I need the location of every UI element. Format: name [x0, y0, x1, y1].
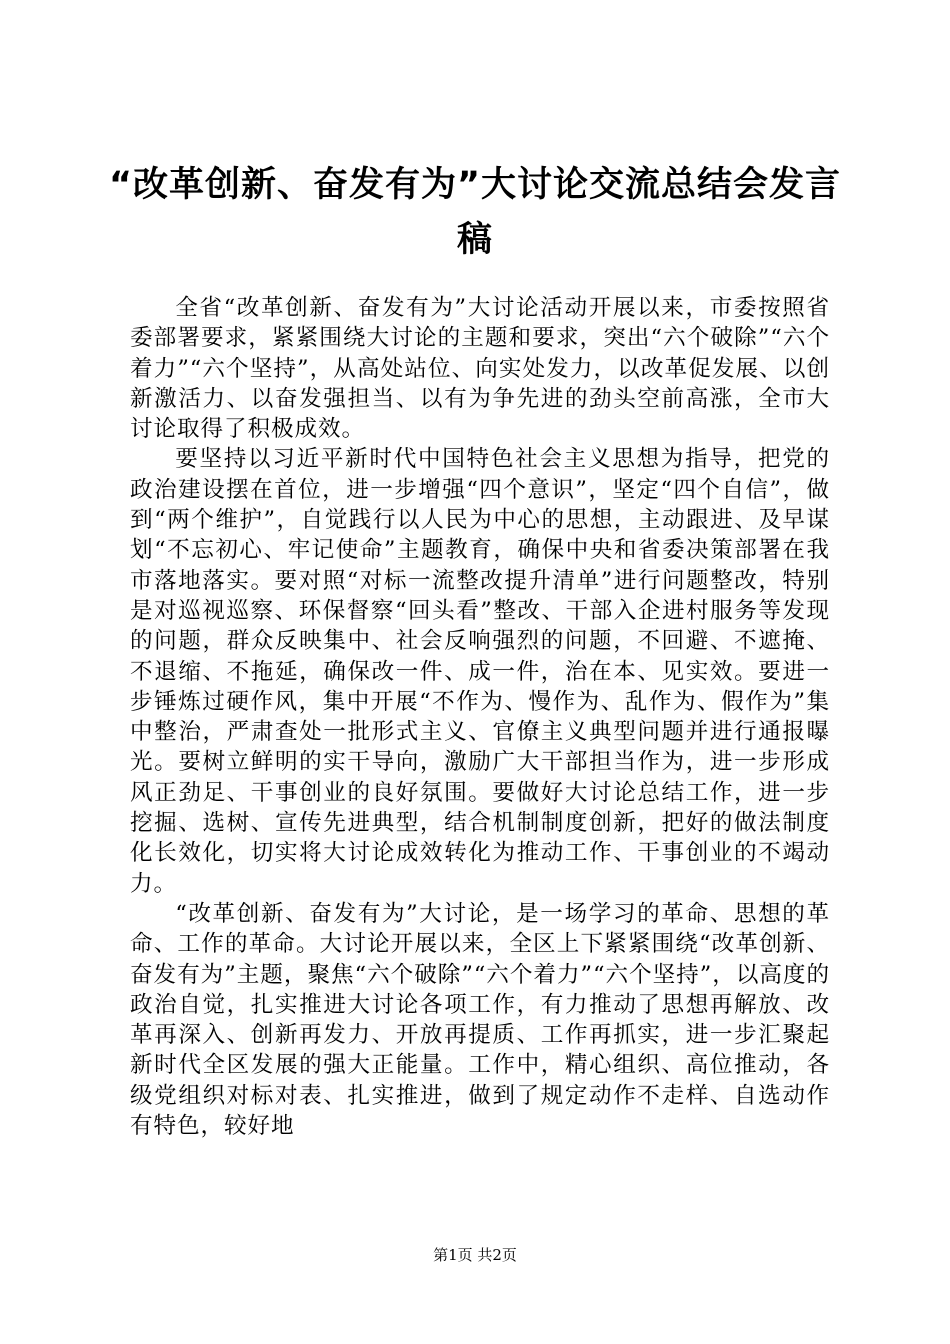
document-title: “改革创新、奋发有为”大讨论交流总结会发言稿: [108, 165, 841, 260]
paragraph-2: 要坚持以习近平新时代中国特色社会主义思想为指导，把党的政治建设摆在首位，进一步增强“四个意识”，坚定“四个自信”，做到“两个维护”，自觉践行以人民为中心的思想，主动跟进、及早谋划“不忘初心、牢记使命”主题教育，确保中央和省委决策部署在我市落地落实。要对照“对标一流整改提升清单”进行问题整改，特别是对巡视巡察、环保督察“回头看”整改、干部入企进村服务等发现的问题，群众反映集中、社会反响强烈的问题，不回避、不遮掩、不退缩、不拖延，确保改一件、成一件，治在本、见实效。要进一步锤炼过硬作风，集中开展“不作为、慢作为、乱作为、假作为”集中整治，严肃查处一批形式主义、官僚主义典型问题并进行通报曝光。要树立鲜明的实干导向，激励广大干部担当作为，进一步形成风正劲足、干事创业的良好氛围。要做好大讨论总结工作，进一步挖掘、选树、宣传先进典型，结合机制制度创新，把好的做法制度化长效化，切实将大讨论成效转化为推动工作、干事创业的不竭动力。: [130, 446, 830, 897]
document-body: [130, 293, 830, 1141]
paragraph-1: 全省“改革创新、奋发有为”大讨论活动开展以来，市委按照省委部署要求，紧紧围绕大讨论的主题和要求，突出“六个破除”“六个着力”“六个坚持”，从高处站位、向实处发力，以改革促发展、以创新激活力、以奋发强担当、以有为争先进的劲头空前高涨，全市大讨论取得了积极成效。: [130, 295, 830, 443]
page-footer: 第1页 共2页: [433, 1246, 517, 1264]
paragraph-3: “改革创新、奋发有为”大讨论，是一场学习的革命、思想的革命、工作的革命。大讨论开展以来，全区上下紧紧围绕“改革创新、奋发有为”主题，聚焦“六个破除”“六个着力”“六个坚持”，以高度的政治自觉，扎实推进大讨论各项工作，有力推动了思想再解放、改革再深入、创新再发力、开放再提质、工作再抓实，进一步汇聚起新时代全区发展的强大正能量。工作中，精心组织、高位推动，各级党组织对标对表、扎实推进，做到了规定动作不走样、自选动作有特色，较好地: [130, 900, 830, 1140]
